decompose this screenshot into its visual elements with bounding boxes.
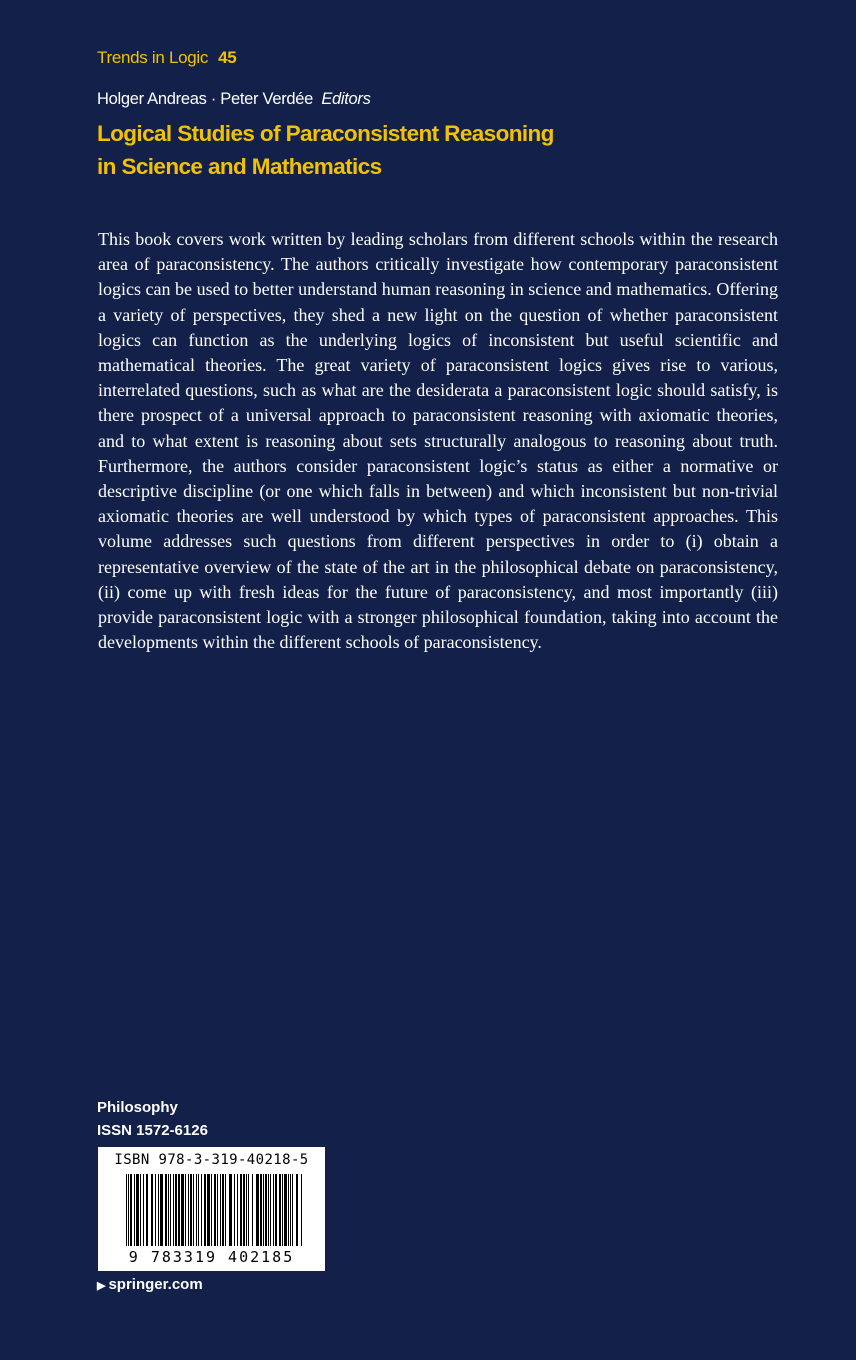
barcode-bar: [220, 1174, 221, 1246]
barcode-bar: [270, 1174, 271, 1246]
barcode-bar: [217, 1174, 218, 1246]
barcode-bar: [175, 1174, 177, 1246]
barcode-bar: [190, 1174, 192, 1246]
barcode-bar: [290, 1174, 291, 1246]
play-arrow-icon: ▶: [97, 1280, 106, 1292]
barcode-bar: [196, 1174, 197, 1246]
editors-role: Editors: [321, 90, 371, 108]
barcode-bar: [151, 1174, 153, 1246]
barcode-bar: [160, 1174, 163, 1246]
barcode-bar: [185, 1174, 186, 1246]
barcode-bar: [246, 1174, 247, 1246]
barcode-bar: [155, 1174, 156, 1246]
website-label: springer.com: [108, 1276, 203, 1293]
barcode-bar: [268, 1174, 269, 1246]
series-line: [97, 48, 236, 68]
series-name: Trends in Logic: [97, 48, 209, 67]
barcode-bar: [288, 1174, 289, 1246]
barcode-bar: [146, 1174, 148, 1246]
barcode-bar: [252, 1174, 253, 1246]
barcode-bar: [193, 1174, 194, 1246]
barcode-bar: [243, 1174, 245, 1246]
barcode-bar: [168, 1174, 169, 1246]
isbn-label: ISBN 978-3-319-40218-5: [114, 1152, 309, 1168]
barcode-bar: [240, 1174, 242, 1246]
barcode-bar: [275, 1174, 277, 1246]
barcode-bar: [256, 1174, 259, 1246]
barcode-bar: [263, 1174, 264, 1246]
barcode-bar: [296, 1174, 298, 1246]
website-link[interactable]: [97, 1276, 203, 1293]
barcode-bar: [136, 1174, 139, 1246]
barcode-bar: [211, 1174, 212, 1246]
barcode-bar: [181, 1174, 184, 1246]
barcode-bar: [134, 1174, 135, 1246]
barcode-bar: [158, 1174, 159, 1246]
editor-names: Holger Andreas · Peter Verdée: [97, 90, 314, 108]
barcode-bar: [265, 1174, 267, 1246]
barcode-bar: [140, 1174, 141, 1246]
issn-number: ISSN 1572-6126: [97, 1122, 208, 1139]
barcode-bar: [198, 1174, 199, 1246]
book-title-line2: in Science and Mathematics: [97, 154, 382, 179]
editors-line: [97, 90, 371, 109]
barcode-bar: [284, 1174, 287, 1246]
barcode-bar: [143, 1174, 144, 1246]
subject-category: Philosophy: [97, 1099, 178, 1116]
subject-block: [97, 1096, 208, 1142]
isbn-barcode: [98, 1147, 325, 1271]
barcode-bar: [248, 1174, 249, 1246]
barcode-bar: [126, 1174, 127, 1246]
book-title: [97, 117, 697, 183]
barcode-bar: [279, 1174, 281, 1246]
barcode-bar: [301, 1174, 302, 1246]
barcode-bar: [282, 1174, 283, 1246]
barcode-bar: [173, 1174, 174, 1246]
barcode-digits: 9 783319 402185: [128, 1248, 295, 1266]
barcode-bar: [234, 1174, 235, 1246]
barcode-bar: [207, 1174, 210, 1246]
barcode-bar: [204, 1174, 206, 1246]
barcode-bar: [260, 1174, 262, 1246]
barcode-bar: [165, 1174, 167, 1246]
barcode-bar: [214, 1174, 216, 1246]
book-title-line1: Logical Studies of Paraconsistent Reasoning: [97, 121, 554, 146]
barcode-bar: [225, 1174, 226, 1246]
barcode-bar: [188, 1174, 189, 1246]
barcode-bar: [237, 1174, 238, 1246]
barcode-bar: [229, 1174, 232, 1246]
series-number: 45: [218, 48, 237, 67]
barcode-bar: [273, 1174, 274, 1246]
barcode-bar: [201, 1174, 202, 1246]
barcode-bars: [98, 1174, 325, 1246]
barcode-bar: [178, 1174, 180, 1246]
book-blurb: This book covers work written by leading scholars from different schools within the research area of paraconsistency. The authors critically investigate how contemporary paraconsistent logics can be used to better understand human reasoning in science and mathematics. Offering a variety of perspectives, they shed a new light on the question of whether paraconsistent logics can function as the underlying logics of inconsistent but useful scientific and mathematical theories. The great variety of paraconsistent logics gives rise to various, interrelated questions, such as what are the desiderata a paraconsistent logic should satisfy, is there prospect of a universal approach to paraconsistent reasoning with axiomatic theories, and to what extent is reasoning about sets structurally analogous to reasoning about truth. Furthermore, the authors consider paraconsistent logic’s status as either a normative or descriptive discipline (or one which falls in between) and which inconsistent but non-trivial axiomatic theories are well understood by which types of paraconsistent approaches. This volume addresses such questions from different perspectives in order to (i) obtain a representative overview of the state of the art in the philosophical debate on paraconsistency, (ii) come up with fresh ideas for the future of paraconsistency, and most importantly (iii) provide paraconsistent logic with a stronger philosophical foundation, taking into account the developments within the different schools of paraconsistency.: [98, 229, 778, 653]
barcode-bar: [128, 1174, 129, 1246]
barcode-bar: [170, 1174, 171, 1246]
barcode-bar: [222, 1174, 224, 1246]
barcode-bar: [130, 1174, 132, 1246]
barcode-bar: [292, 1174, 293, 1246]
